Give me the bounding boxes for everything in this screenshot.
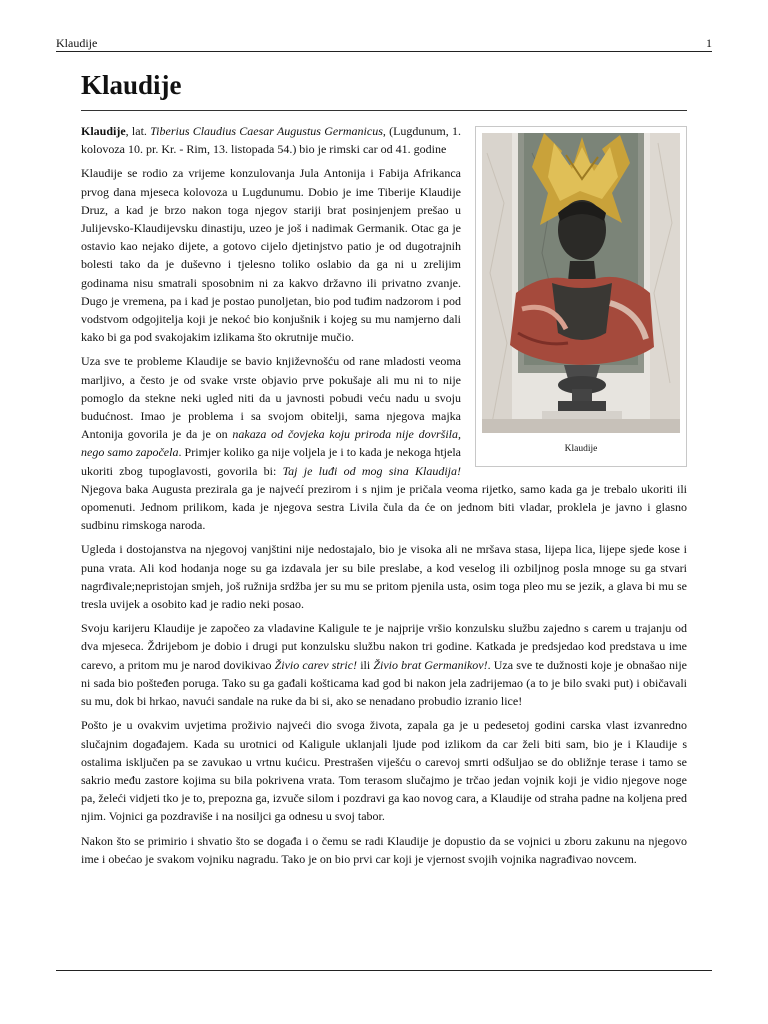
paragraph-7: Nakon što se primirio i shvatio što se događa i o čemu se radi Klaudije je dopustio da se vojnici u zboru zakunu na njegovo ime i obećao je svakom vojniku nagradu. Tako je on bio prvi car koji je vjernost svojih vojnika nagrađivao novcem. [81,833,687,866]
p1-text-b: , (Lugdunum, 1. kolovoza 10. pr. Kr. - Rim, 13. listopada 54.) bio je rimski car od 41. godine [81,124,461,157]
bust-image [482,133,680,433]
p5-text-c: . Uza sve te dužnosti koje je obnašao nije ni sada bio pošteđen poruga. Tako su ga gađali košticama kad god bi nakon jela zadrijemao (a to je bilo svaki put) i običavali su mu, dok bi hrkao, navući sandale na ruke da bi si, ako se nenadano probudio izranio lice! [81,657,687,709]
p1-text-a: , lat. [125,124,151,138]
paragraph-4: Ugleda i dostojanstva na njegovoj vanjštini nije nedostajalo, bio je visoka ali ne mršava stasa, lijepa lica, lijepe sjede kose i puna vrata. Ali kod hodanja noge su ga izdavala jer su bile preslabe, a kod veselog ili ozbiljnog posla mnoge su ga stvari nagrđivale;nepristojan smjeh, još ružnija srdžba jer su mu se pritom pjenila usta, osim toga pleo mu se jezik, a glava bi mu se tresla uvijek a osobito kad je radio neki posao. [81,542,687,612]
p5-text-b: ili [357,657,374,672]
p3-quote-mother: nakaza od čovjeka koju priroda nije dovršila, nego samo započela [81,427,461,460]
figure-caption: Klaudije [564,444,598,454]
title-rule [81,110,687,111]
image-figure [475,126,687,467]
p3-text-c: Njegova baka Augusta prezirala ga je najvećí prezirom i s njim je pričala veoma rijetko, samo kada ga je trebalo ukoriti ili opomenuti. Jednom prilikom, kada je njegova sestra Livila čula da će on jednom biti vladar, proklela je javno i glasno sudbinu rimskoga naroda. [81,481,687,533]
p3-quote-insult: Taj je luđi od mog sina Klaudija! [282,463,461,478]
p5-text-a: Svoju karijeru Klaudije je započeo za vladavine Kaligule te je najprije vršio konzulsku službu zajedno s carem u trajanju od dva mjeseca. Ždrijebom je dobio i drugi put konzulsku službu nakon tri godine. Katkada je predsjedao kod predstava u ime carevo, a pritom mu je narod dovikivao [81,621,687,672]
header-rule [56,51,712,52]
paragraph-6: Pošto je u ovakvim uvjetima proživio najveći dio svoga života, zapala ga je u pedesetoj godini carska vlast izvanredno slučajnim događajem. Kada su urotnici od Kaligule uklanjali ljude pod izlikom da car želi biti sam, bio je i Klaudije s ostalima isključen pa se zavukao u vrtnu kućicu. Prestrašen viješću o carevoj smrti odšuljao se do obližnje terase i tamo se sakrio među zastore kojima su bila pokrivena vrata. Tom terasom slučajmo je trčao jedan vojnik koji je vidio njegove noge pa, želeći vidjeti tko je to, prepozna ga, izvuče silom i pozdravi ga kao novog cara, a Klaudije od straha padne na koljena pred njim. Vojnici ga pozdraviše i na nosiljci ga odnesu u svoj tabor. [81,718,687,824]
article-title: Klaudije [81,70,182,100]
footer-rule [56,970,712,971]
p5-quote-uncle: Živio carev stric! [274,657,358,672]
latin-name: Tiberius Claudius Caesar Augustus Germanicus [150,124,383,138]
p3-text-a: Uza sve te probleme Klaudije se bavio književnošću od rane mladosti veoma marljivo, a često je od svake vrste objavio prve pokušaje ali mu ni to nije pomoglo da stekne neki ugled niti da u javnosti pobudi veću nadu u svoju budućnost. Imao je problema i sa svojom obitelji, sama njegova majka Antonija govorila je da je on [81,354,461,442]
p3-text-b: . Primjer koliko ga nije voljela je i to kada je nekoga htjela ukoriti zbog tupoglavosti, govorila bi: [81,445,461,478]
page-number: 1 [706,36,712,50]
p5-quote-brother: Živio brat Germanikov! [373,657,488,672]
running-header [56,36,712,51]
paragraph-5 [81,619,687,710]
lead-term: Klaudije [81,124,126,138]
running-title: Klaudije [56,36,98,50]
article-body [81,122,687,874]
paragraph-2: Klaudije se rodio za vrijeme konzulovanja Jula Antonija i Fabija Afrikanca prvog dana mjeseca kolovoza u Lugdunumu. Dobio je ime Tiberije Klaudije Druz, a kad je brzo nakon toga njegov stariji brat posinjenjem prešao u Julijevsko-Klaudijevsku dinastiju, uzeo je još i nadimak Germanik. Otac ga je ostavio kao nejako dijete, a gotovo cijelo djetinjstvo patio je od dugotrajnih bolesti tako da je duševno i tjelesno toliko oslabio da ga ni u zrelijim godinama nisu smatrali sposobnim ni za kakvo državno ili privatno zvanje. Dugo je vremena, pa i kad je postao punoljetan, bio pod tuđim nadzorom i pod vodstvom odgojitelja koji je nekoć bio konjušnik i kojeg su mu namjerno dali kako bi ga pod svakojakim izlikama što okrutnije mučio. [81,166,461,345]
